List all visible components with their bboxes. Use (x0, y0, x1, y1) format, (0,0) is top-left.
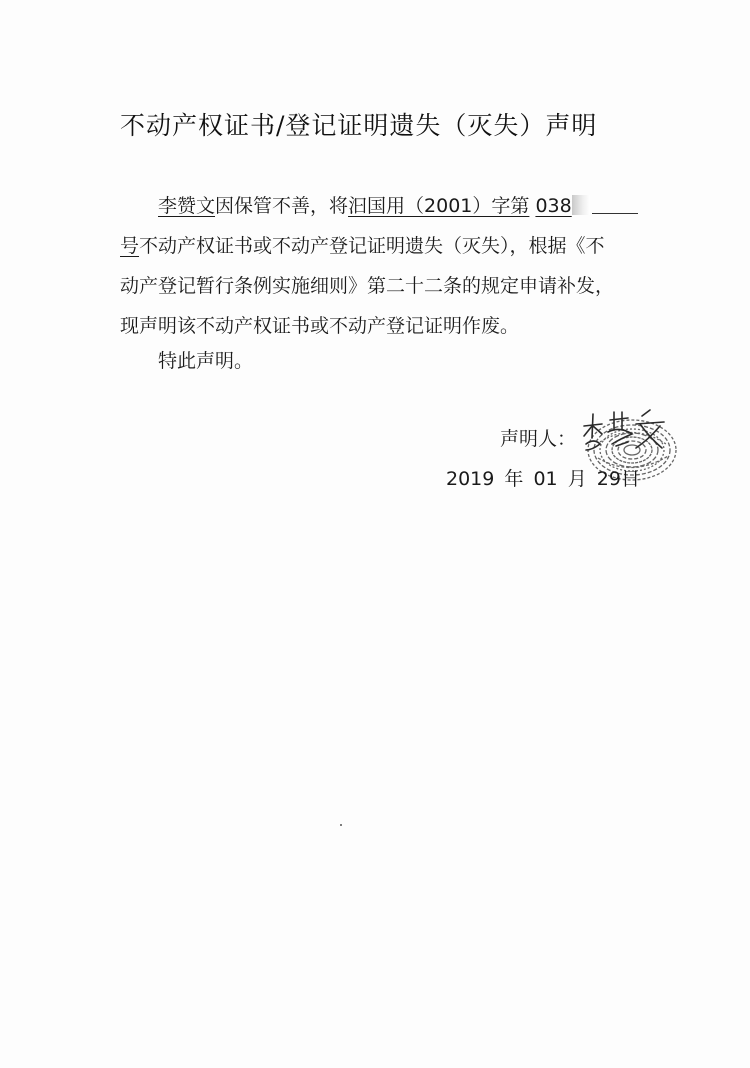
date-day-unit: 日 (620, 468, 640, 490)
date-year: 2019 (446, 468, 495, 490)
declaration-body (120, 186, 640, 346)
date-month-unit: 月 (567, 468, 587, 490)
blank-underline (592, 195, 638, 214)
date-day: 29 (596, 468, 621, 490)
scan-speck (340, 824, 342, 826)
date-month: 01 (533, 468, 558, 490)
document-title: 不动产权证书/登记证明遗失（灭失）声明 (120, 111, 598, 140)
redacted-digits (572, 195, 590, 215)
signature-icon (578, 404, 670, 460)
body-line-1-text: 因保管不善，将 (215, 195, 349, 217)
declarant-name: 李赞文 (158, 195, 216, 217)
body-line-1 (120, 186, 640, 226)
declaration-date (446, 464, 640, 491)
certificate-prefix: 汩国用（2001）字第 (348, 195, 530, 217)
closing-statement: 特此声明。 (158, 350, 254, 372)
date-year-unit: 年 (504, 468, 524, 490)
body-line-2-text: 不动产权证书或不动产登记证明遗失（灭失），根据《不 (139, 235, 605, 257)
body-line-4: 现声明该不动产权证书或不动产登记证明作废。 (120, 315, 520, 337)
declarant-label: 声明人： (500, 428, 577, 450)
number-suffix: 号 (120, 235, 140, 257)
body-line-2 (120, 226, 640, 266)
certificate-number: 038 (535, 195, 572, 217)
body-line-3: 动产登记暂行条例实施细则》第二十二条的规定申请补发， (120, 275, 615, 297)
